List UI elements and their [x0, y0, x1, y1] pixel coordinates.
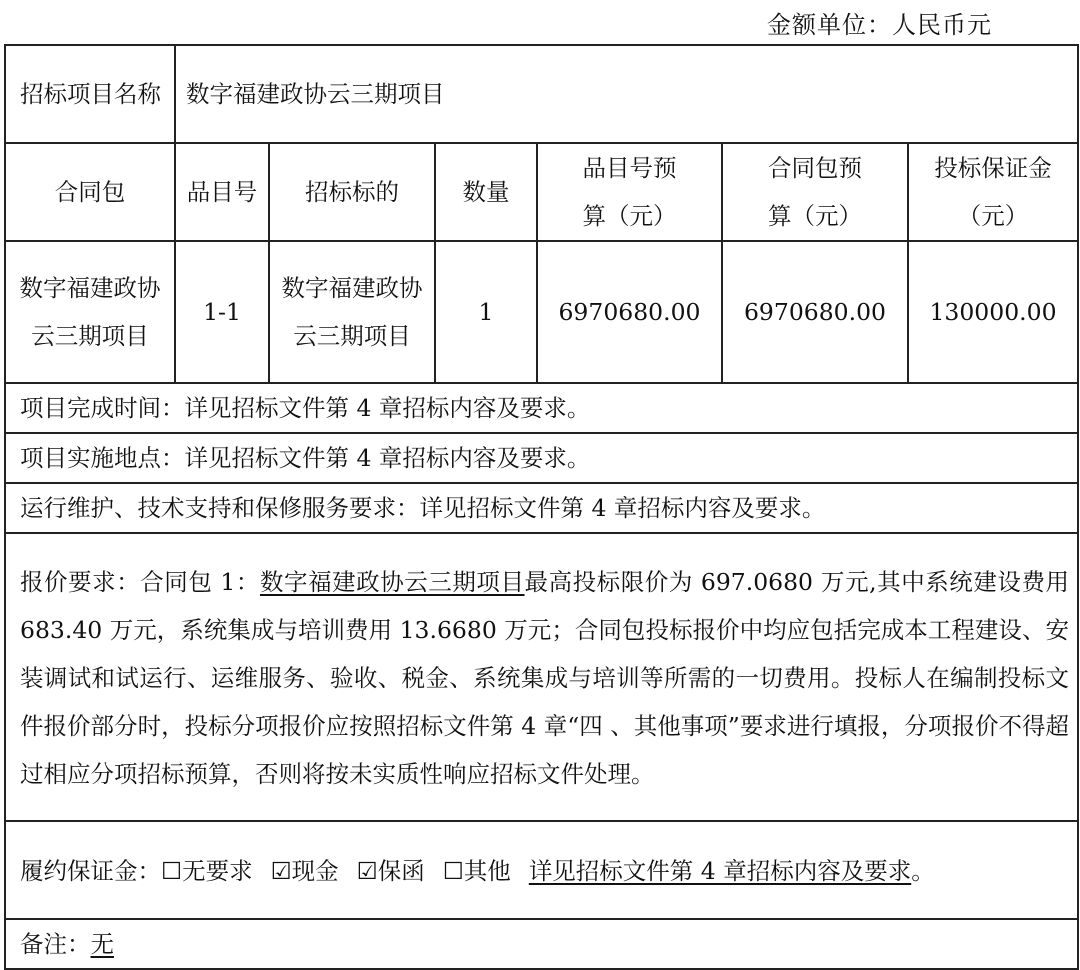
cell-package: 数字福建政协云三期项目: [5, 241, 175, 383]
project-name-label: 招标项目名称: [5, 45, 175, 143]
cell-item-no: 1-1: [175, 241, 269, 383]
cell-bid-bond: 130000.00: [908, 241, 1078, 383]
bond-option-other-checkbox: ☐其他: [442, 857, 511, 885]
bond-option-none-checkbox: ☐无要求: [161, 857, 253, 885]
project-name-row: [5, 45, 1078, 143]
maintenance-row: [5, 483, 1078, 533]
tender-info-table: [4, 44, 1079, 970]
header-quantity: 数量: [435, 143, 537, 241]
performance-bond-cell: [5, 821, 1078, 919]
performance-bond-row: [5, 821, 1078, 919]
header-package-budget: 合同包预算（元）: [722, 143, 908, 241]
cell-item-budget: 6970680.00: [537, 241, 722, 383]
header-package: 合同包: [5, 143, 175, 241]
header-subject: 招标标的: [269, 143, 435, 241]
quote-body: 最高投标限价为 697.0680 万元,其中系统建设费用 683.40 万元，系统集成与培训费用 13.6680 万元；合同包投标报价中均应包括完成本工程建设、安装调试和试运行、运维服务、验收、税金、系统集成与培训等所需的一切费用。投标人在编制投标文件报价部分时，投标分项报价应按照招标文件第 4 章“四 、其他事项”要求进行填报，分项报价不得超过相应分项招标预算，否则将按未实质性响应招标文件处理。: [20, 568, 1069, 788]
project-name-value: 数字福建政协云三期项目: [175, 45, 1078, 143]
maintenance-text: 运行维护、技术支持和保修服务要求：详见招标文件第 4 章招标内容及要求。: [5, 483, 1078, 533]
quote-project-link: 数字福建政协云三期项目: [259, 568, 525, 596]
bond-option-guarantee-checkbox: ☑保函: [356, 857, 425, 885]
location-text: 项目实施地点：详见招标文件第 4 章招标内容及要求。: [5, 433, 1078, 483]
remarks-row: [5, 919, 1078, 969]
header-item-budget: 品目号预算（元）: [537, 143, 722, 241]
quote-requirements-cell: [5, 533, 1078, 821]
completion-time-text: 项目完成时间：详见招标文件第 4 章招标内容及要求。: [5, 383, 1078, 433]
location-row: [5, 433, 1078, 483]
remarks-cell: [5, 919, 1078, 969]
header-item-no: 品目号: [175, 143, 269, 241]
bond-option-cash-checkbox: ☑现金: [270, 857, 339, 885]
cell-subject: 数字福建政协云三期项目: [269, 241, 435, 383]
cell-quantity: 1: [435, 241, 537, 383]
quote-prefix: 报价要求：合同包 1：: [20, 568, 260, 596]
completion-time-row: [5, 383, 1078, 433]
performance-bond-label: 履约保证金：: [20, 857, 161, 885]
cell-package-budget: 6970680.00: [722, 241, 908, 383]
table-row: [5, 241, 1078, 383]
amount-unit-label: 金额单位：人民币元: [767, 11, 992, 39]
performance-bond-detail: 详见招标文件第 4 章招标内容及要求: [528, 857, 912, 885]
header-bid-bond: 投标保证金（元）: [908, 143, 1078, 241]
remarks-value: 无: [90, 930, 114, 958]
quote-requirements-row: [5, 533, 1078, 821]
table-header-row: [5, 143, 1078, 241]
remarks-label: 备注：: [20, 930, 91, 958]
performance-bond-end: 。: [911, 857, 935, 885]
